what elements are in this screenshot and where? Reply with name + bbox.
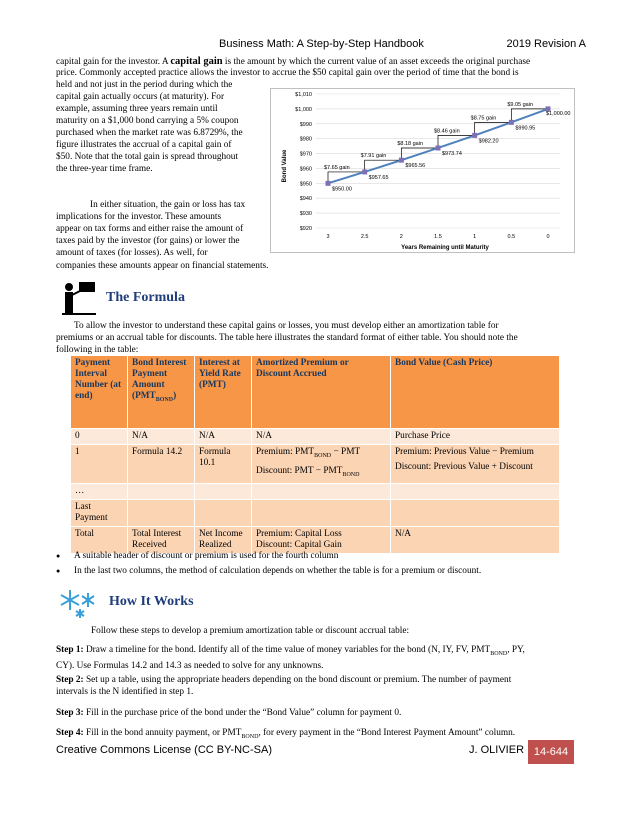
table-row: …: [71, 483, 560, 499]
gain-label: $8.46 gain: [434, 128, 460, 135]
x-tick-label: 2.5: [360, 234, 369, 240]
bond-value-chart: [270, 88, 575, 253]
intro-line-1: capital gain for the investor. A capital gain is the amount by which the current value of an asset exceeds the original purchase: [56, 56, 531, 67]
formula-heading: The Formula: [106, 290, 185, 305]
page-number: 14-644: [528, 740, 574, 764]
col-header-payment: Payment Interval Number (at end): [71, 356, 128, 429]
col-header-amortized: Amortized Premium or Discount Accrued: [252, 356, 391, 429]
intro-line-2: price. Commonly accepted practice allows the investor to accrue the $50 capital gain over the period of time that the bond is: [56, 68, 519, 78]
y-tick-label: $1,000: [295, 106, 312, 113]
list-item: ● In the last two columns, the method of calculation depends on whether the table is for a premium or discount.: [56, 564, 481, 579]
data-point: [509, 120, 514, 125]
x-tick-label: 1.5: [434, 234, 442, 240]
table-row: 0 N/A N/A N/A Purchase Price: [71, 429, 560, 445]
gain-label: $7.65 gain: [324, 164, 350, 171]
col-header-bond-value: Bond Value (Cash Price): [391, 356, 560, 429]
data-label: $1,000.00: [546, 110, 571, 117]
data-point: [362, 169, 367, 174]
license-footer: Creative Commons License (CC BY-NC-SA): [56, 744, 272, 756]
y-tick-label: $960: [299, 166, 312, 173]
data-label: $990.95: [515, 125, 536, 132]
x-tick-label: 0: [546, 234, 550, 240]
step-3: Step 3: Fill in the purchase price of the bond under the “Bond Value” column for payment 0.: [56, 708, 402, 718]
gain-label: $9.05 gain: [507, 101, 534, 108]
data-label: $973.74: [442, 150, 462, 157]
table-row-total: Total Total Interest Received Net Income Realized Premium: Capital Loss Discount: Capital Gain N/A: [71, 526, 560, 553]
amortization-table: [70, 355, 560, 554]
table-row: 1 Formula 14.2 Formula 10.1 Premium: $PMT_{BOND}$ − PMT Discount: PMT − $PMT_{BOND}$ Premium: Previous Value − Premium Discount: Previous Value + Discount: [71, 445, 560, 484]
x-tick-label: 1: [473, 234, 477, 240]
y-axis-label: Bond Value: [282, 149, 288, 183]
y-tick-label: $1,010: [295, 92, 312, 98]
gain-label: $7.91 gain: [360, 153, 387, 160]
how-it-works-heading: How It Works: [109, 594, 194, 609]
x-tick-label: 2: [399, 234, 403, 240]
table-header-row: [71, 356, 560, 429]
col-header-bond-interest: Bond Interest Payment Amount $(PMT_{BOND})$: [128, 356, 195, 429]
data-point: [472, 133, 477, 138]
author-footer: J. OLIVIER: [469, 744, 525, 756]
gain-label: $8.18 gain: [397, 140, 424, 147]
y-tick-label: $950: [299, 181, 312, 188]
snowflake-icon: [58, 587, 100, 619]
list-item: ● A suitable header of discount or premium is used for the fourth column: [56, 549, 481, 564]
how-intro: Follow these steps to develop a premium amortization table or discount accrual table:: [91, 626, 410, 636]
data-label: $957.65: [368, 174, 389, 181]
running-header: [0, 38, 630, 54]
y-tick-label: $970: [299, 151, 312, 158]
data-label: $982.20: [478, 138, 499, 145]
table-row: Last Payment: [71, 499, 560, 526]
revision-label: 2019 Revision A: [506, 38, 586, 50]
formula-para-3: following in the table:: [56, 345, 139, 355]
gain-label: $8.75 gain: [470, 115, 497, 122]
formula-bullets: [56, 549, 481, 579]
x-axis-label: Years Remaining until Maturity: [401, 245, 489, 251]
formula-para-1: To allow the investor to understand these capital gains or losses, you must develop either an amortization table for: [74, 321, 499, 331]
y-tick-label: $980: [299, 136, 312, 143]
data-point: [399, 158, 404, 163]
col-header-yield-interest: Interest at Yield Rate (PMT): [195, 356, 252, 429]
data-label: $950.00: [332, 186, 352, 193]
x-tick-label: 0.5: [507, 234, 516, 240]
formula-para-2: premiums or an accrual table for discounts. The table here illustrates the standard format of either table. You should note the: [56, 333, 518, 343]
x-tick-label: 3: [326, 234, 330, 240]
teacher-board-icon: [60, 280, 98, 316]
y-tick-label: $930: [299, 211, 312, 218]
step-2: Step 2: Set up a table, using the appropriate headers depending on the bond discount or premium. The number of payment intervals is the N identified in step 1.: [56, 675, 512, 697]
y-tick-label: $940: [299, 196, 312, 203]
step-1: Step 1: Draw a timeline for the bond. Identify all of the time value of money variables for the bond (N, IY, FV, $PMT_{BOND}$, PY, CY). Use Formulas 14.2 and 14.3 as needed to solve for any unknowns.: [56, 645, 525, 671]
y-tick-label: $990: [299, 121, 312, 128]
book-title: Business Math: A Step-by-Step Handbook: [219, 38, 424, 50]
data-label: $965.56: [405, 163, 426, 170]
data-point: [436, 145, 441, 150]
y-tick-label: $920: [299, 226, 312, 232]
capital-gain-term: capital gain: [170, 56, 223, 67]
step-4: Step 4: Fill in the bond annuity payment, or $PMT_{BOND}$, for every payment in the “Bond Interest Payment Amount” column.: [56, 728, 516, 740]
data-point: [326, 181, 331, 186]
